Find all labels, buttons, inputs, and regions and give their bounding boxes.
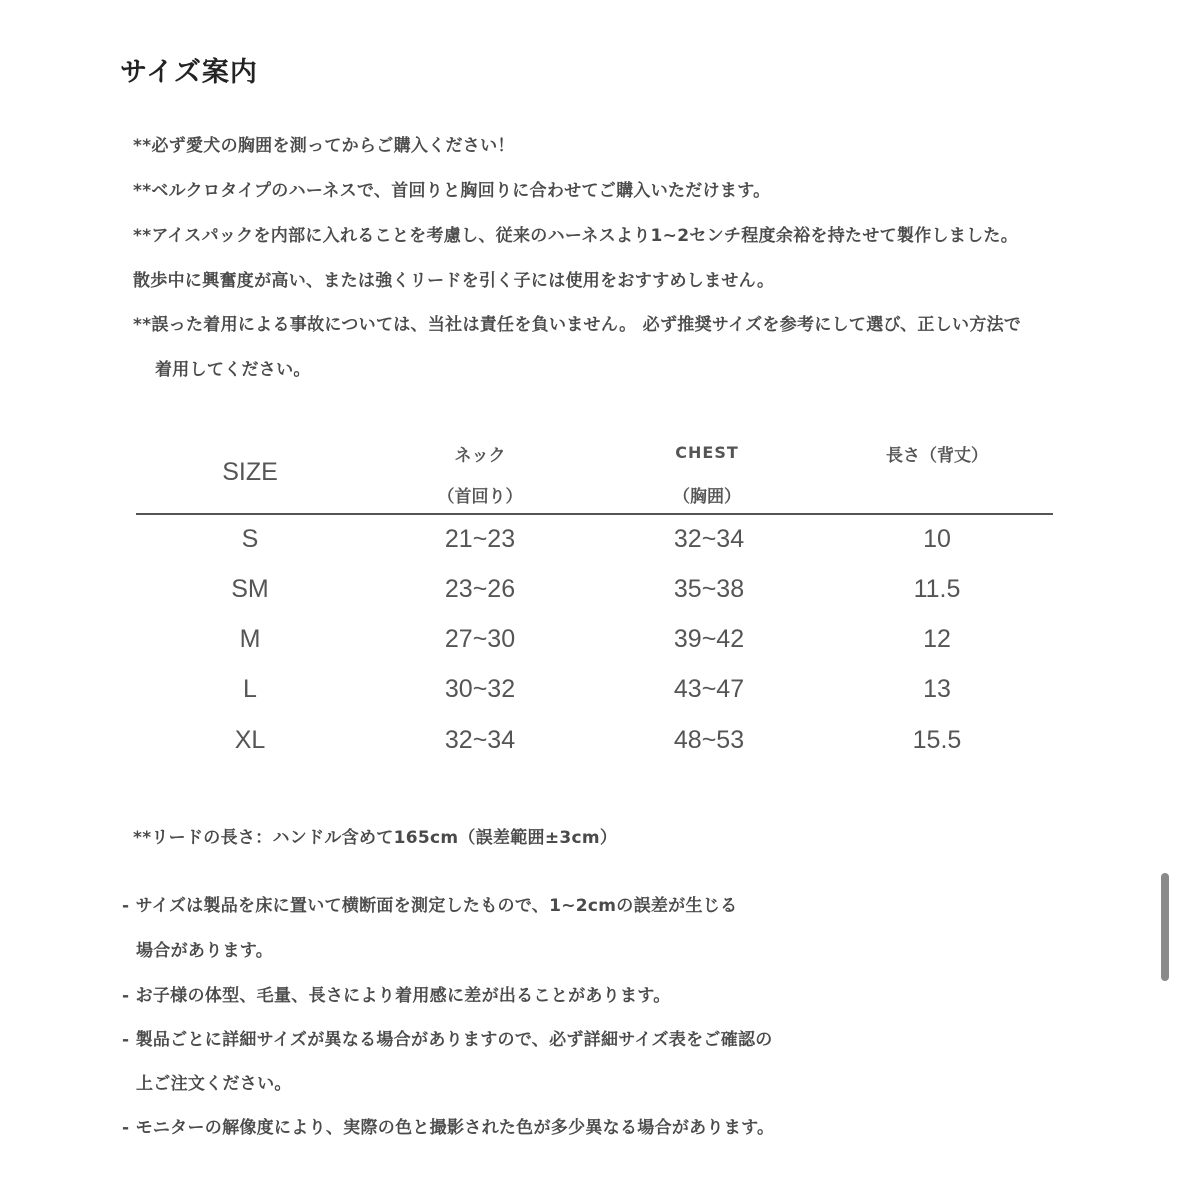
cell-size: XL — [234, 726, 266, 754]
cell-neck: 21~23 — [444, 525, 516, 553]
cell-neck: 32~34 — [444, 726, 516, 754]
cell-chest: 32~34 — [673, 525, 745, 553]
header-neck-sub: （首回り） — [437, 487, 523, 507]
note-line: **必ず愛犬の胸囲を測ってからご購入ください！ — [133, 136, 515, 156]
cell-neck: 27~30 — [444, 625, 516, 653]
cell-size: L — [243, 675, 257, 703]
cell-chest: 48~53 — [673, 726, 745, 754]
cell-length: 10 — [923, 525, 951, 553]
header-chest-sub: （胸囲） — [673, 487, 741, 507]
header-length: 長さ（背丈） — [886, 446, 988, 466]
cell-size: M — [239, 625, 261, 653]
cell-size: SM — [231, 575, 269, 603]
lead-length-note: **リードの長さ：ハンドル含めて165cm（誤差範囲±3cm） — [133, 828, 618, 848]
header-size: SIZE — [222, 458, 278, 486]
note-line: **アイスパックを内部に入れることを考慮し、従来のハーネスより1~2センチ程度余裕を持たせて製作しました。 — [133, 226, 1019, 246]
cell-size: S — [241, 525, 259, 553]
header-neck: ネック — [454, 446, 506, 466]
note-line: **ベルクロタイプのハーネスで、首回りと胸回りに合わせてご購入いただけます。 — [133, 181, 771, 201]
cell-length: 13 — [923, 675, 951, 703]
cell-chest: 39~42 — [673, 625, 745, 653]
disclaimer-line: - サイズは製品を床に置いて横断面を測定したもので、1~2cmの誤差が生じる — [122, 896, 738, 916]
disclaimer-line: 場合があります。 — [136, 941, 274, 961]
cell-neck: 23~26 — [444, 575, 516, 603]
note-line: 散歩中に興奮度が高い、または強くリードを引く子には使用をおすすめしません。 — [133, 271, 775, 291]
cell-chest: 35~38 — [673, 575, 745, 603]
cell-length: 15.5 — [912, 726, 962, 754]
note-line: **誤った着用による事故については、当社は責任を負いません。 必ず推奨サイズを参考にして選び、正しい方法で — [133, 315, 1022, 335]
table-divider — [136, 513, 1053, 515]
cell-length: 11.5 — [913, 575, 961, 603]
cell-chest: 43~47 — [673, 675, 745, 703]
cell-neck: 30~32 — [444, 675, 516, 703]
note-line: 着用してください。 — [155, 360, 311, 380]
disclaimer-line: 上ご注文ください。 — [136, 1074, 292, 1094]
page-title: サイズ案内 — [120, 57, 258, 88]
scrollbar-thumb[interactable] — [1161, 873, 1169, 981]
cell-length: 12 — [923, 625, 951, 653]
disclaimer-line: - モニターの解像度により、実際の色と撮影された色が多少異なる場合があります。 — [122, 1118, 775, 1138]
header-chest: CHEST — [675, 443, 739, 462]
disclaimer-line: - 製品ごとに詳細サイズが異なる場合がありますので、必ず詳細サイズ表をご確認の — [122, 1030, 773, 1050]
disclaimer-line: - お子様の体型、毛量、長さにより着用感に差が出ることがあります。 — [122, 986, 671, 1006]
